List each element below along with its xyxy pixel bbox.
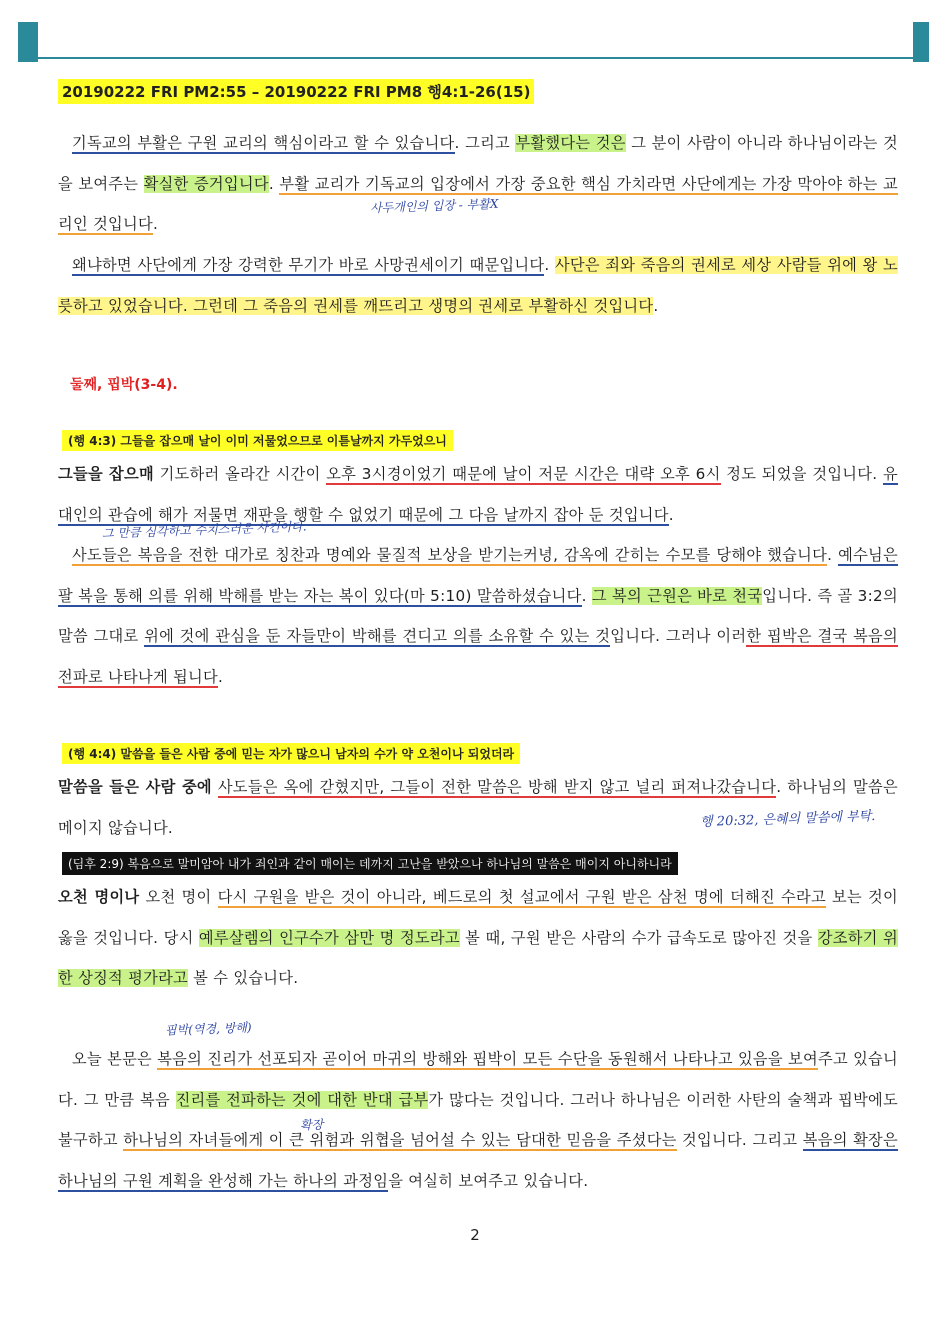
text-segment: 다시 구원을 받은 것이 아니라, 베드로의 첫 설교에서 구원 받은 삼천 명에 더해진 수라고 [217,888,826,906]
text-segment: 유대인의 관습에 해가 저물면 재판을 행할 수 없었기 때문에 그 다음 날까지 잡아 둔 것입니다 [58,465,898,524]
section-title: 둘째, 핍박(3-4). [70,377,178,393]
text-segment: 부활 교리가 기독교의 입장에서 가장 중요한 핵심 가치라면 사단에게는 가장 막아야 하는 교리인 것입니다 [58,174,898,233]
intro-paragraph-2 [58,245,898,326]
text-segment: 예수님은 팔 복을 통해 의를 위해 박해를 받는 자는 복이 있다(마 5:10) 말씀하셨습니다 [58,546,898,605]
text-segment: . [827,546,839,564]
verse-4-3-paragraph-2 [58,535,898,697]
left-accent-bar [18,22,38,62]
text-segment: 복음의 확장은 하나님의 구원 계획을 완성해 가는 하나의 과정임 [58,1131,898,1190]
text-segment: 보는 것이 옳을 것입니다. 당시 [58,888,898,947]
text-segment: 예루살렘의 인구수가 삼만 명 정도라고 [198,928,460,947]
text-segment: . [152,215,159,233]
verse-4-4-paragraph-1 [58,767,898,848]
text-segment: . [668,505,674,524]
text-segment: 복음의 진리가 선포되자 곧이어 마귀의 방해와 핍박이 모든 수단을 동원해서 나타나고 있음을 보여 [157,1050,818,1068]
closing-paragraph [58,1039,898,1201]
text-segment: . [217,667,224,686]
text-segment: 을 여실히 보여주고 있습니다. [388,1171,589,1190]
text-segment: 기독교의 부활은 구원 교리의 핵심이라고 할 수 있습니다 [72,134,455,152]
text-segment: . [544,256,555,274]
text-segment: 볼 때, 구원 받은 사람의 수가 급속도로 많아진 것을 [459,928,818,947]
text-segment: 사도들은 복음을 전한 대가로 칭찬과 명예와 물질적 보상을 받기는커녕, 감옥에 갇히는 수모를 당해야 했습니다 [72,546,828,564]
page-number: 2 [470,1226,480,1244]
verse-4-3: (행 4:3) 그들을 잡으매 날이 이미 저물었으므로 이튿날까지 가두었으니 [62,430,453,451]
date-heading: 20190222 FRI PM2:55 – 20190222 FRI PM8 행4:1-26(15) [58,79,534,104]
text-segment: . 하나님의 말씀은 메이지 않습니다. [58,778,898,837]
handwritten-note-2: 그 만큼 심각하고 수치스러운 사건이다. [101,519,307,541]
text-segment: 확실한 증거입니다 [143,174,269,193]
text-segment: 오후 3시경이었기 때문에 날이 저문 시간은 대략 오후 6시 [326,465,721,483]
text-segment: 한 핍박은 결국 복음의 전파로 나타나게 됩니다 [58,627,898,686]
text-segment: 사단은 죄와 죽음의 권세로 세상 사람들 위에 왕 노릇하고 있었습니다. 그런데 그 죽음의 권세를 깨뜨리고 생명의 권세로 부활하신 것입니다 [58,256,898,315]
handwritten-note-5: 확장 [299,1117,324,1133]
text-segment: 정도 되었을 것입니다. [720,465,884,483]
cross-reference: (딤후 2:9) 복음으로 말미암아 내가 죄인과 같이 매이는 데까지 고난을 받았으나 하나님의 말씀은 매이지 아니하니라 [62,852,678,875]
handwritten-note-3: 행 20:32, 은혜의 말씀에 부탁. [699,808,876,831]
verse-4-3-lead: 그들을 잡으매 [58,465,154,483]
text-segment: 입니다. 그러나 이러 [610,627,747,645]
header-rule [30,57,920,59]
verse-4-4: (행 4:4) 말씀을 들은 사람 중에 믿는 자가 많으니 남자의 수가 약 오천이나 되었더라 [62,743,520,764]
verse-4-4-paragraph-2 [58,877,898,999]
text-segment: 그 분이 사람이 아니라 하나님이라는 것을 보여주는 [58,134,898,193]
text-segment: 볼 수 있습니다. [188,969,299,987]
text-segment [212,778,218,796]
text-segment: 기도하러 올라간 시간이 [153,465,327,483]
text-segment: 부활했다는 것은 [515,134,626,152]
handwritten-note-1: 사두개인의 입장 - 부활X [369,196,499,216]
text-segment: . [653,296,659,315]
text-segment: 왜냐하면 사단에게 가장 강력한 무기가 바로 사망권세이기 때문입니다 [72,256,545,274]
text-segment: . 그리고 [454,134,516,152]
text-segment: 입니다. 즉 골 3:2의 말씀 그대로 [58,586,898,645]
text-segment: 하나님의 자녀들에게 이 큰 위험과 위협을 넘어설 수 있는 담대한 믿음을 주셨다는 [123,1131,677,1149]
text-segment: 가 많다는 것입니다. 그러나 하나님은 이러한 사탄의 술책과 핍박에도 불구하고 [58,1090,898,1149]
text-segment: 오늘 본문은 [72,1050,158,1068]
intro-paragraph-1 [58,123,898,245]
text-segment: . [581,586,592,605]
verse-4-4-lead-2: 오천 명이나 [58,888,140,906]
text-segment: 주고 있습니다. 그 만큼 복음 [58,1050,898,1109]
text-segment: 오천 명이 [139,888,218,906]
text-segment: 진리를 전파하는 것에 대한 반대 급부 [175,1090,429,1109]
verse-4-4-lead: 말씀을 들은 사람 중에 [58,778,212,796]
text-segment: . [268,174,280,193]
text-segment: 위에 것에 관심을 둔 자들만이 박해를 견디고 의를 소유할 수 있는 것 [144,627,611,645]
text-segment: 것입니다. 그리고 [676,1131,803,1149]
handwritten-note-4: 핍박(역경, 방해) [164,1020,252,1038]
text-segment: 강조하기 위한 상징적 평가라고 [58,928,898,987]
text-segment: 그 복의 근원은 바로 천국 [591,586,763,605]
text-segment: 사도들은 옥에 갇혔지만, 그들이 전한 말씀은 방해 받지 않고 널리 퍼져나갔습니다 [217,778,777,796]
right-accent-bar [913,22,929,62]
